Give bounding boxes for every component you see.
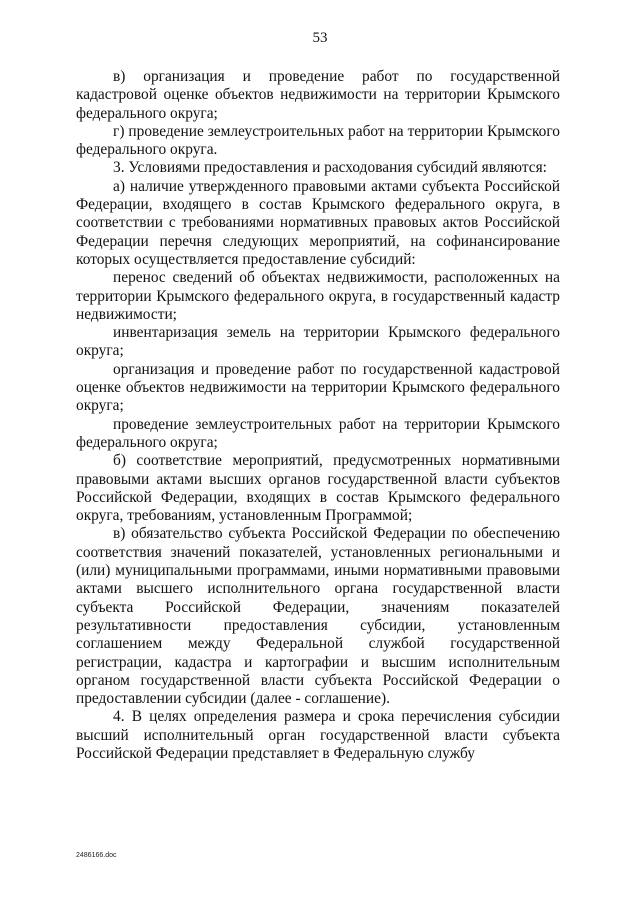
document-body <box>76 68 560 763</box>
footer-doc-id: 2486166.doc <box>76 852 117 859</box>
paragraph-g-land-management: г) проведение землеустроительных работ на территории Крымского федерального округа. <box>76 122 560 159</box>
paragraph-b-compliance: б) соответствие мероприятий, предусмотренных нормативными правовыми актами высших органов государственной власти субъектов Российской Федерации, входящих в состав Крымского федерального округа, требованиям, установленным Программой; <box>76 452 560 525</box>
paragraph-4-subsidy-size: 4. В целях определения размера и срока перечисления субсидии высший исполнительный орган государственной власти субъекта Российской Федерации представляет в Федеральную службу <box>76 708 560 762</box>
paragraph-v-obligation: в) обязательство субъекта Российской Федерации по обеспечению соответствия значений показателей, установленных региональными и (или) муниципальными программами, иными нормативными правовыми актами высшего исполнительного органа государственной власти субъекта Российской Федерации, значениям показателей результативности предоставления субсидии, установленным соглашением между Федеральной службой государственной регистрации, кадастра и картографии и высшим исполнительным органом государственной власти субъекта Российской Федерации о предоставлении субсидии (далее - соглашение). <box>76 525 560 708</box>
paragraph-3-conditions: 3. Условиями предоставления и расходования субсидий являются: <box>113 159 547 177</box>
paragraph-v-cadastral-valuation: в) организация и проведение работ по государственной кадастровой оценке объектов недвижимости на территории Крымского федерального округа; <box>76 68 560 122</box>
page-number: 53 <box>312 30 328 46</box>
paragraph-land-inventory: инвентаризация земель на территории Крымского федерального округа; <box>76 324 560 360</box>
paragraph-transfer-info: перенос сведений об объектах недвижимости, расположенных на территории Крымского федерального округа, в государственный кадастр недвижимости; <box>76 269 560 323</box>
paragraph-land-works: проведение землеустроительных работ на территории Крымского федерального округа; <box>76 415 560 451</box>
paragraph-a-legal-acts: а) наличие утвержденного правовыми актами субъекта Российской Федерации, входящего в состав Крымского федерального округа, в соответствии с требованиями нормативных правовых актов Российской Федерации перечня следующих мероприятий, на софинансирование которых осуществляется предоставление субсидий: <box>76 177 560 268</box>
paragraph-cadastral-valuation: организация и проведение работ по государственной кадастровой оценке объектов недвижимости на территории Крымского федерального округа; <box>76 360 560 415</box>
